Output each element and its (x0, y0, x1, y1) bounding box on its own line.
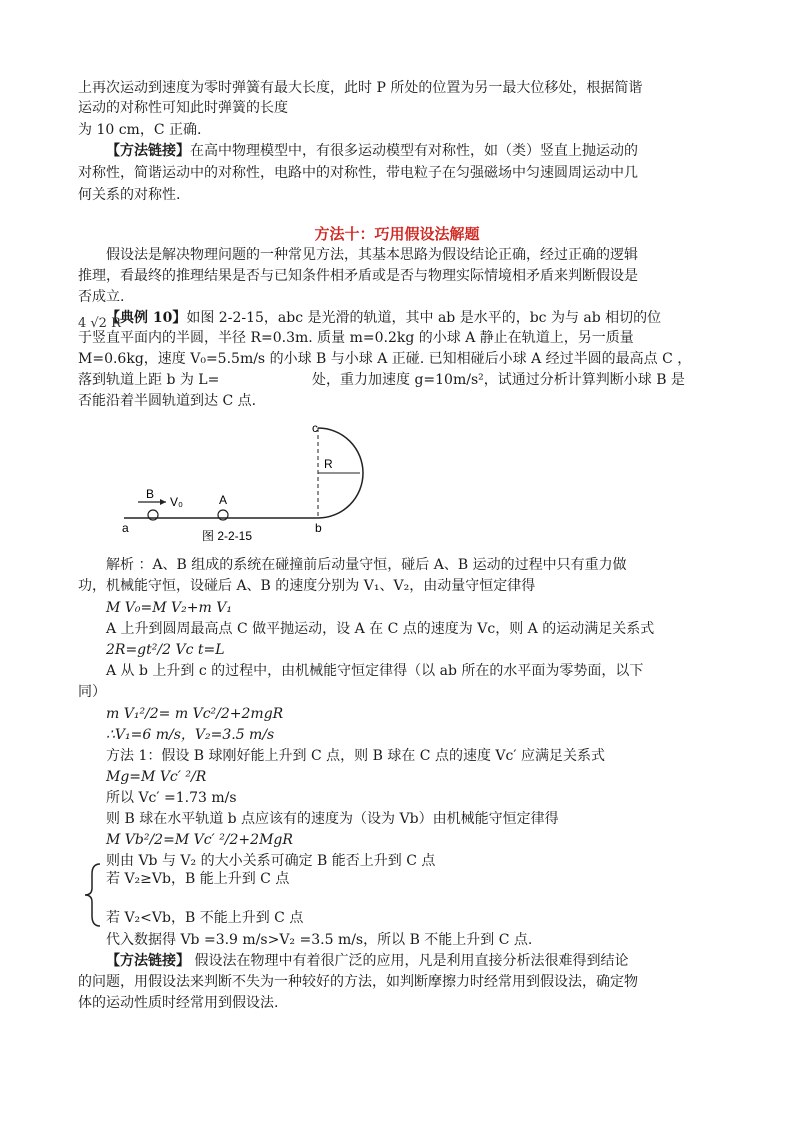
equation: M Vb²/2=M Vc′ ²/2+2MgR (106, 832, 293, 848)
case-item: 若 V₂<Vb，B 不能上升到 C 点 (106, 910, 304, 926)
section-title: 方法十：巧用假设法解题 (314, 225, 480, 243)
text-line: 同） (78, 684, 106, 700)
text-line: 则由 Vb 与 V₂ 的大小关系可确定 B 能否上升到 C 点 (106, 853, 436, 869)
text-line: 对称性，简谐运动中的对称性，电路中的对称性，带电粒子在匀强磁场中匀速圆周运动中几 (78, 165, 638, 181)
figure-caption: 图 2-2-15 (202, 529, 253, 543)
method-link-paragraph (106, 951, 628, 971)
text-line: 否成立. (78, 289, 125, 305)
text-line: 在高中物理模型中，有很多运动模型有对称性，如（类）竖直上抛运动的 (190, 143, 638, 159)
equation: 2R=gt²/2 Vc t=L (106, 642, 225, 658)
text-line: A 上升到圆周最高点 C 做平抛运动，设 A 在 C 点的速度为 Vc，则 A 的运动满足关系式 (106, 621, 655, 637)
equation: m V₁²/2= m Vc²/2+2mgR (106, 706, 284, 722)
method-link-paragraph (106, 141, 638, 161)
label-c: c (312, 421, 318, 435)
case-item: 若 V₂≥Vb，B 能上升到 C 点 (106, 871, 290, 887)
text-line: 的问题，用假设法来判断不失为一种较好的方法，如判断摩擦力时经常用到假设法，确定物 (78, 974, 638, 990)
text-line: 体的运动性质时经常用到假设法. (78, 995, 279, 1011)
text-line: 假设法是解决物理问题的一种常见方法，其基本思路为假设结论正确，经过正确的逻辑 (106, 247, 638, 263)
case-brace (80, 860, 104, 930)
label-v0: V₀ (170, 495, 183, 509)
text-line: 何关系的对称性. (78, 187, 181, 203)
text-line: 处，重力加速度 g=10m/s²，试通过分析计算判断小球 B 是 (312, 372, 685, 388)
text-line: 如图 2-2-15，abc 是光滑的轨道，其中 ab 是水平的，bc 为与 ab 相切的位 (186, 310, 662, 326)
text-line: M=0.6kg，速度 V₀=5.5m/s 的小球 B 与小球 A 正碰. 已知相碰后小球 A 经过半圆的最高点 C ， (78, 351, 692, 367)
arrow-head-icon (160, 499, 166, 505)
text-line: 解析 ：A、B 组成的系统在碰撞前后动量守恒，碰后 A、B 运动的过程中只有重力做 (106, 557, 627, 573)
overlap-fraction: 4 √2 R (78, 316, 121, 331)
text-line: 推理，看最终的推理结果是否与已知条件相矛盾或是否与物理实际情境相矛盾来判断假设是 (78, 268, 638, 284)
text-line: 落到轨道上距 b 为 L= (78, 372, 220, 388)
equation: M V₀=M V₂+m V₁ (106, 600, 232, 616)
example-paragraph (106, 308, 661, 328)
text-line: 假设法在物理中有着很广泛的应用，凡是利用直接分析法很难得到结论 (190, 953, 629, 969)
text-line: 代入数据得 Vb =3.9 m/s>V₂ =3.5 m/s，所以 B 不能上升到 C 点. (106, 932, 533, 948)
label-r: R (324, 457, 333, 471)
text-line: A 从 b 上升到 c 的过程中，由机械能守恒定律得（以 ab 所在的水平面为零势面，以下 (106, 663, 644, 679)
label-b-point: b (315, 521, 322, 535)
text-line: 方法 1：假设 B 球刚好能上升到 C 点，则 B 球在 C 点的速度 Vc′ 应满足关系式 (106, 748, 605, 764)
text-line: 为 10 cm，C 正确. (78, 122, 202, 138)
text-line: 所以 Vc′ =1.73 m/s (106, 790, 237, 806)
label-b-ball: B (146, 487, 155, 501)
method-link-tag: 【方法链接】 (106, 953, 190, 969)
text-line: 于竖直平面内的半圆，半径 R=0.3m. 质量 m=0.2kg 的小球 A 静止在轨道上，另一质量 (78, 330, 634, 346)
equation: ∴V₁=6 m/s，V₂=3.5 m/s (106, 727, 275, 743)
equation: Mg=M Vc′ ²/R (106, 769, 207, 785)
text-line: 上再次运动到速度为零时弹簧有最大长度，此时 P 所处的位置为另一最大位移处，根据简谐 (78, 80, 643, 96)
label-a-ball: A (219, 493, 228, 507)
label-a-point: a (122, 521, 129, 535)
text-line: 否能沿着半圆轨道到达 C 点. (78, 393, 257, 409)
text-line: 则 B 球在水平轨道 b 点应该有的速度为（设为 Vb）由机械能守恒定律得 (106, 811, 559, 827)
example-tag: 【典例 10】 (106, 310, 187, 326)
figure-2-2-15 (110, 418, 370, 548)
text-line: 功，机械能守恒，设碰后 A、B 的速度分别为 V₁、V₂，由动量守恒定律得 (78, 578, 536, 594)
method-link-tag: 【方法链接】 (106, 143, 190, 159)
text-line: 运动的对称性可知此时弹簧的长度 (78, 100, 288, 116)
